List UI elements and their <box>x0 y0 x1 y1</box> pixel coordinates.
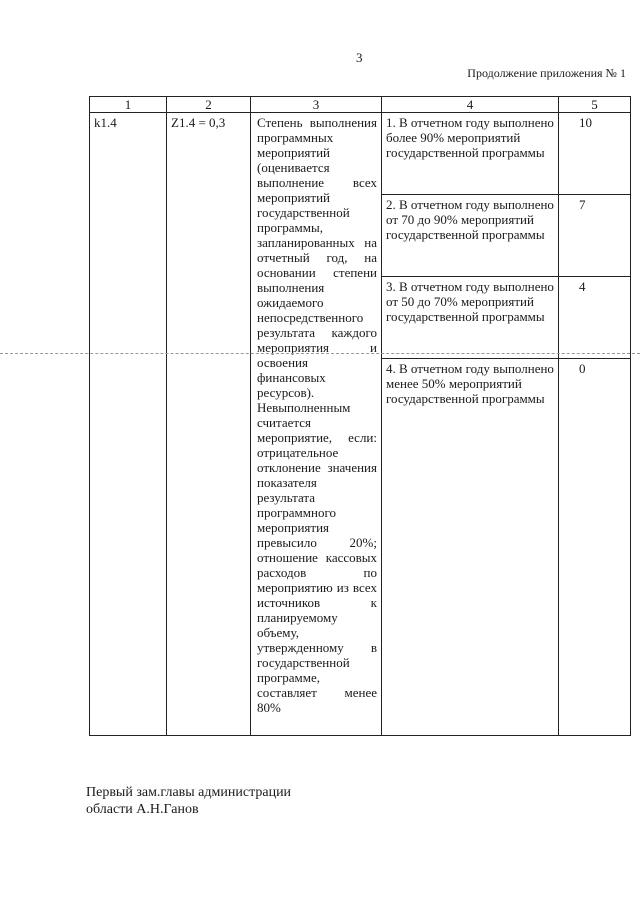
column-header-3: 3 <box>251 97 382 113</box>
criterion-cell-4: 4. В отчетном году выполнено менее 50% мероприятий государственной программы <box>382 359 559 736</box>
score-cell-2: 7 <box>559 195 631 277</box>
score-cell-4: 0 <box>559 359 631 736</box>
criterion-cell-2: 2. В отчетном году выполнено от 70 до 90% мероприятий государственной программы <box>382 195 559 277</box>
indicator-code-cell: k1.4 <box>90 113 167 736</box>
score-cell-3: 4 <box>559 277 631 359</box>
signature-line-2: области А.Н.Ганов <box>86 802 199 817</box>
page-fold-line <box>0 353 640 354</box>
indicator-weight-cell: Z1.4 = 0,3 <box>167 113 251 736</box>
criterion-cell-1: 1. В отчетном году выполнено более 90% мероприятий государственной программы <box>382 113 559 195</box>
column-header-4: 4 <box>382 97 559 113</box>
table-row <box>90 113 631 195</box>
page-number: 3 <box>356 50 363 65</box>
table-header-row <box>90 97 631 113</box>
criterion-cell-3: 3. В отчетном году выполнено от 50 до 70% мероприятий государственной программы <box>382 277 559 359</box>
column-header-1: 1 <box>90 97 167 113</box>
indicator-description-cell: Степень выполнения программных мероприятий (оценивается выполнение всех мероприятий государственной программы, запланированных на отчетный год, на основании степени выполнения ожидаемого непосредственного результата каждого мероприятия и освоения финансовых ресурсов). Невыполненным считается мероприятие, если: отрицательное отклонение значения показателя результата программного мероприятия превысило 20%; отношение кассовых расходов по мероприятию из всех источников к планируемому объему, утвержденному в государственной программе, составляет менее 80% <box>251 113 382 736</box>
column-header-2: 2 <box>167 97 251 113</box>
signature-block <box>86 784 291 818</box>
signature-line-1: Первый зам.главы администрации <box>86 785 292 800</box>
score-cell-1: 10 <box>559 113 631 195</box>
criteria-table <box>89 96 631 736</box>
appendix-continuation-note: Продолжение приложения № 1 <box>467 66 626 80</box>
column-header-5: 5 <box>559 97 631 113</box>
